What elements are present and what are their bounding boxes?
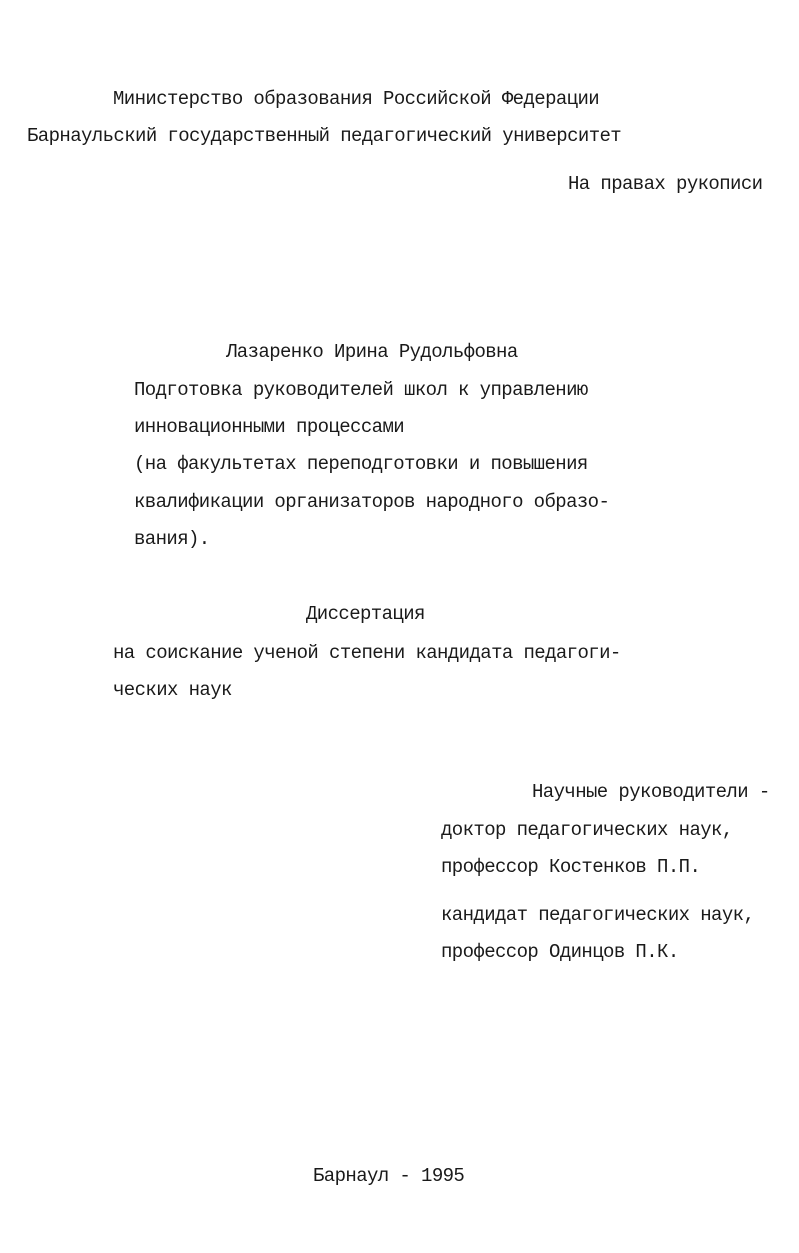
title-line: (на факультетах переподготовки и повышения	[134, 453, 588, 475]
title-line: Подготовка руководителей школ к управлению	[134, 379, 588, 401]
place-and-year: Барнаул - 1995	[313, 1165, 465, 1187]
dissertation-heading: Диссертация	[306, 603, 425, 625]
dissertation-degree-line: ческих наук	[113, 679, 232, 701]
supervisor-name: профессор Костенков П.П.	[441, 856, 701, 878]
manuscript-note: На правах рукописи	[568, 173, 763, 195]
title-line: инновационными процессами	[134, 416, 405, 438]
supervisor-name: профессор Одинцов П.К.	[441, 941, 679, 963]
ministry-name: Министерство образования Российской Федерации	[113, 88, 600, 110]
supervisor-degree: доктор педагогических наук,	[441, 819, 733, 841]
author-name: Лазаренко Ирина Рудольфовна	[226, 341, 518, 363]
title-line: вания).	[134, 528, 210, 550]
university-name: Барнаульский государственный педагогический университет	[27, 125, 622, 147]
supervisors-heading: Научные руководители -	[532, 781, 770, 803]
dissertation-degree-line: на соискание ученой степени кандидата педагоги-	[113, 642, 621, 664]
title-line: квалификации организаторов народного образо-	[134, 491, 610, 513]
supervisor-degree: кандидат педагогических наук,	[441, 904, 755, 926]
